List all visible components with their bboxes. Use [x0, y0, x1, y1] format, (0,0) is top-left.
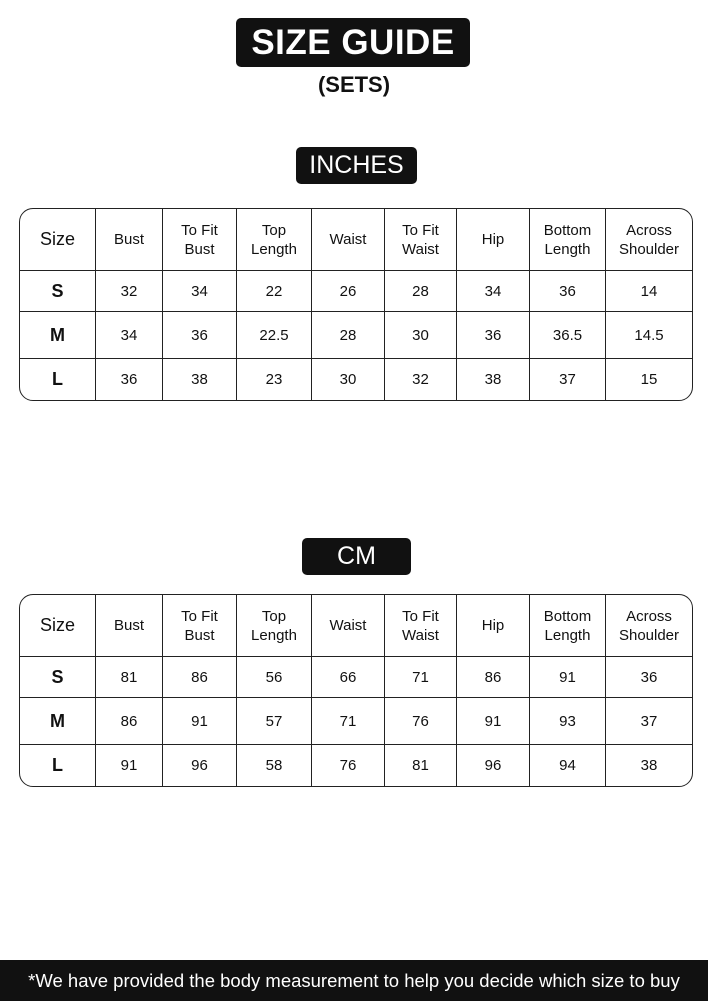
measurement-cell: 23: [237, 359, 312, 400]
measurement-cell: 34: [457, 271, 530, 312]
measurement-cell: 32: [385, 359, 457, 400]
inches-size-table: [19, 208, 693, 401]
column-header: [237, 209, 312, 271]
table-row: [20, 359, 692, 400]
column-header-line: Top: [261, 221, 287, 239]
measurement-cell: 34: [96, 312, 163, 359]
measurement-cell: 96: [457, 745, 530, 786]
measurement-cell: 28: [385, 271, 457, 312]
measurement-cell: 38: [163, 359, 237, 400]
column-header: [385, 209, 457, 271]
column-header-line: Hip: [481, 231, 505, 248]
column-header-line: Across: [626, 607, 672, 625]
table-row: [20, 657, 692, 698]
measurement-cell: 66: [312, 657, 385, 698]
column-header-line: Length: [251, 240, 297, 258]
column-header-line: Waist: [402, 626, 439, 644]
column-header-line: To Fit: [181, 221, 218, 239]
column-header-line: Bottom: [543, 607, 592, 625]
table-row: [20, 745, 692, 786]
size-cell: M: [20, 312, 96, 359]
measurement-cell: 58: [237, 745, 312, 786]
measurement-cell: 36.5: [530, 312, 606, 359]
measurement-cell: 14: [606, 271, 692, 312]
column-header: [385, 595, 457, 657]
table-header-row: [20, 209, 692, 271]
measurement-cell: 36: [606, 657, 692, 698]
column-header-line: Waist: [329, 617, 367, 634]
measurement-cell: 32: [96, 271, 163, 312]
column-header: [312, 595, 385, 657]
size-cell: L: [20, 359, 96, 400]
measurement-cell: 81: [385, 745, 457, 786]
column-header-line: Bust: [184, 626, 215, 644]
measurement-cell: 91: [457, 698, 530, 745]
measurement-cell: 93: [530, 698, 606, 745]
column-header-line: Shoulder: [618, 240, 680, 258]
column-header: [237, 595, 312, 657]
table-row: [20, 271, 692, 312]
column-header-line: Waist: [402, 240, 439, 258]
column-header-line: Hip: [481, 617, 505, 634]
measurement-cell: 36: [457, 312, 530, 359]
measurement-cell: 26: [312, 271, 385, 312]
column-header-line: Length: [251, 626, 297, 644]
column-header: [20, 209, 96, 271]
column-header-line: Waist: [329, 231, 367, 248]
column-header: [163, 595, 237, 657]
column-header-line: To Fit: [402, 607, 439, 625]
measurement-cell: 81: [96, 657, 163, 698]
measurement-cell: 86: [163, 657, 237, 698]
measurement-cell: 56: [237, 657, 312, 698]
measurement-cell: 36: [96, 359, 163, 400]
column-header-line: Size: [39, 229, 75, 249]
measurement-cell: 38: [457, 359, 530, 400]
measurement-cell: 94: [530, 745, 606, 786]
column-header: [457, 209, 530, 271]
measurement-cell: 71: [385, 657, 457, 698]
table-header-row: [20, 595, 692, 657]
cm-label: CM: [302, 538, 411, 575]
sets-subtitle: (SETS): [317, 72, 391, 97]
size-cell: M: [20, 698, 96, 745]
measurement-cell: 86: [457, 657, 530, 698]
measurement-cell: 22.5: [237, 312, 312, 359]
size-cell: L: [20, 745, 96, 786]
column-header-line: Bottom: [543, 221, 592, 239]
column-header: [530, 209, 606, 271]
measurement-cell: 30: [312, 359, 385, 400]
column-header-line: To Fit: [402, 221, 439, 239]
footer-note: *We have provided the body measurement to help you decide which size to buy: [0, 960, 708, 1001]
column-header-line: Top: [261, 607, 287, 625]
column-header-line: Length: [544, 240, 591, 258]
size-guide-title: SIZE GUIDE: [236, 18, 470, 67]
measurement-cell: 34: [163, 271, 237, 312]
measurement-cell: 96: [163, 745, 237, 786]
table-row: [20, 698, 692, 745]
measurement-cell: 30: [385, 312, 457, 359]
measurement-cell: 71: [312, 698, 385, 745]
measurement-cell: 57: [237, 698, 312, 745]
measurement-cell: 76: [312, 745, 385, 786]
measurement-cell: 15: [640, 371, 658, 388]
size-cell: S: [20, 271, 96, 312]
measurement-cell: 37: [606, 698, 692, 745]
measurement-cell: 36: [163, 312, 237, 359]
column-header-line: Size: [39, 615, 75, 635]
column-header: [606, 595, 692, 657]
measurement-cell: 76: [385, 698, 457, 745]
measurement-cell: 37: [530, 359, 606, 400]
measurement-cell: 91: [96, 745, 163, 786]
column-header: [457, 595, 530, 657]
measurement-cell: 86: [96, 698, 163, 745]
measurement-cell: 36: [530, 271, 606, 312]
cm-size-table: [19, 594, 693, 787]
column-header-line: Length: [544, 626, 591, 644]
column-header-line: Bust: [113, 231, 144, 248]
column-header-line: Shoulder: [618, 626, 680, 644]
column-header: [163, 209, 237, 271]
measurement-cell: 91: [163, 698, 237, 745]
column-header: [20, 595, 96, 657]
column-header: [530, 595, 606, 657]
measurement-cell: 38: [640, 757, 658, 774]
measurement-cell: 22: [237, 271, 312, 312]
column-header-line: Bust: [113, 617, 144, 634]
column-header: [96, 209, 163, 271]
inches-label: INCHES: [296, 147, 417, 184]
measurement-cell: 91: [530, 657, 606, 698]
table-row: [20, 312, 692, 359]
column-header: [96, 595, 163, 657]
column-header-line: Across: [626, 221, 672, 239]
column-header: [312, 209, 385, 271]
measurement-cell: 14.5: [606, 312, 692, 359]
column-header-line: To Fit: [181, 607, 218, 625]
column-header-line: Bust: [184, 240, 215, 258]
column-header: [606, 209, 692, 271]
measurement-cell: 28: [312, 312, 385, 359]
size-cell: S: [20, 657, 96, 698]
